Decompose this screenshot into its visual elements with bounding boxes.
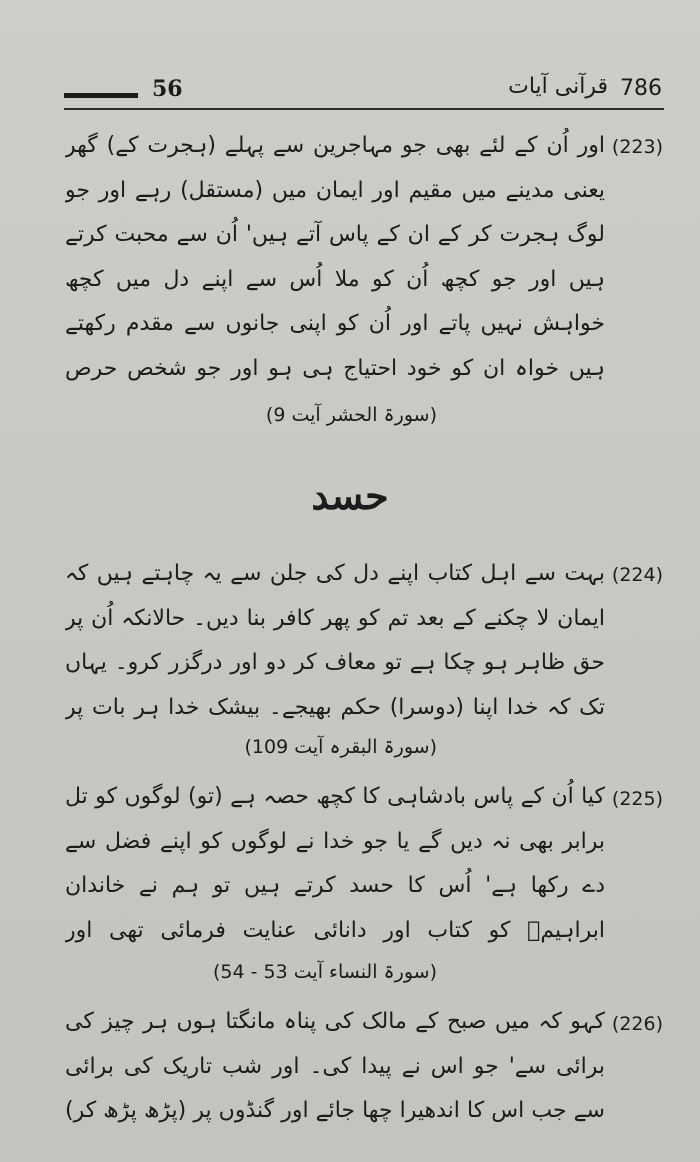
- reference-223: (سورۃ الحشر آیت 9): [265, 404, 437, 426]
- entry-text-223: اور اُن کے لئے بھی جو مہاجرین سے پہلے (ہجرت کے) گھر یعنی مدینے میں مقیم اور ایمان میں (مستقل) رہے اور جو لوگ ہجرت کر کے ان کے پاس آتے ہیں' اُن سے محبت کرتے ہیں اور جو کچھ اُن کو ملا اُس سے اپنے دل میں کچھ خواہش نہیں پاتے اور اُن کو اپنی جانوں سے مقدم رکھتے ہیں خواہ ان کو خود احتیاج ہی ہو اور جو شخص حرص: [65, 133, 605, 381]
- header-divider: [64, 108, 664, 110]
- reference-224: (سورۃ البقرہ آیت 109): [244, 736, 437, 758]
- entry-text-224: بہت سے اہل کتاب اپنے دل کی جلن سے یہ چاہتے ہیں کہ ایمان لا چکنے کے بعد تم کو پھر کافر بنا دیں۔ حالانکہ اُن پر حق ظاہر ہو چکا ہے تو معاف کر دو اور درگزر کرو۔ یہاں تک کہ خدا اپنا (دوسرا) حکم بھیجے۔ بیشک خدا ہر بات پر: [65, 561, 605, 720]
- entry-number-224: (224): [611, 564, 663, 586]
- entry-text-225: کیا اُن کے پاس بادشاہی کا کچھ حصہ ہے (تو) لوگوں کو تل برابر بھی نہ دیں گے یا جو خدا نے لوگوں کو اپنے فضل سے دے رکھا ہے' اُس کا حسد کرتے ہیں تو ہم نے خاندان ابراہیمؑ کو کتاب اور دانائی عنایت فرمائی تھی اور: [65, 784, 605, 943]
- section-heading-hasad: حسد: [311, 473, 389, 518]
- entry-number-223: (223): [611, 136, 663, 158]
- header-rule-mark: [64, 93, 138, 98]
- entry-number-226: (226): [611, 1013, 663, 1035]
- page-number: 56: [152, 76, 183, 102]
- entry-text-226: کہو کہ میں صبح کے مالک کی پناہ مانگتا ہوں ہر چیز کی برائی سے' جو اس نے پیدا کی۔ اور شب تاریک کی برائی سے جب اس کا اندھیرا چھا جائے اور گنڈوں پر (پڑھ پڑھ کر): [65, 1009, 605, 1123]
- entry-number-225: (225): [611, 788, 663, 810]
- reference-225: (سورۃ النساء آیت 53 - 54): [212, 961, 437, 983]
- book-title: قرآنی آیات: [508, 74, 608, 99]
- header-counter: 786: [620, 76, 662, 101]
